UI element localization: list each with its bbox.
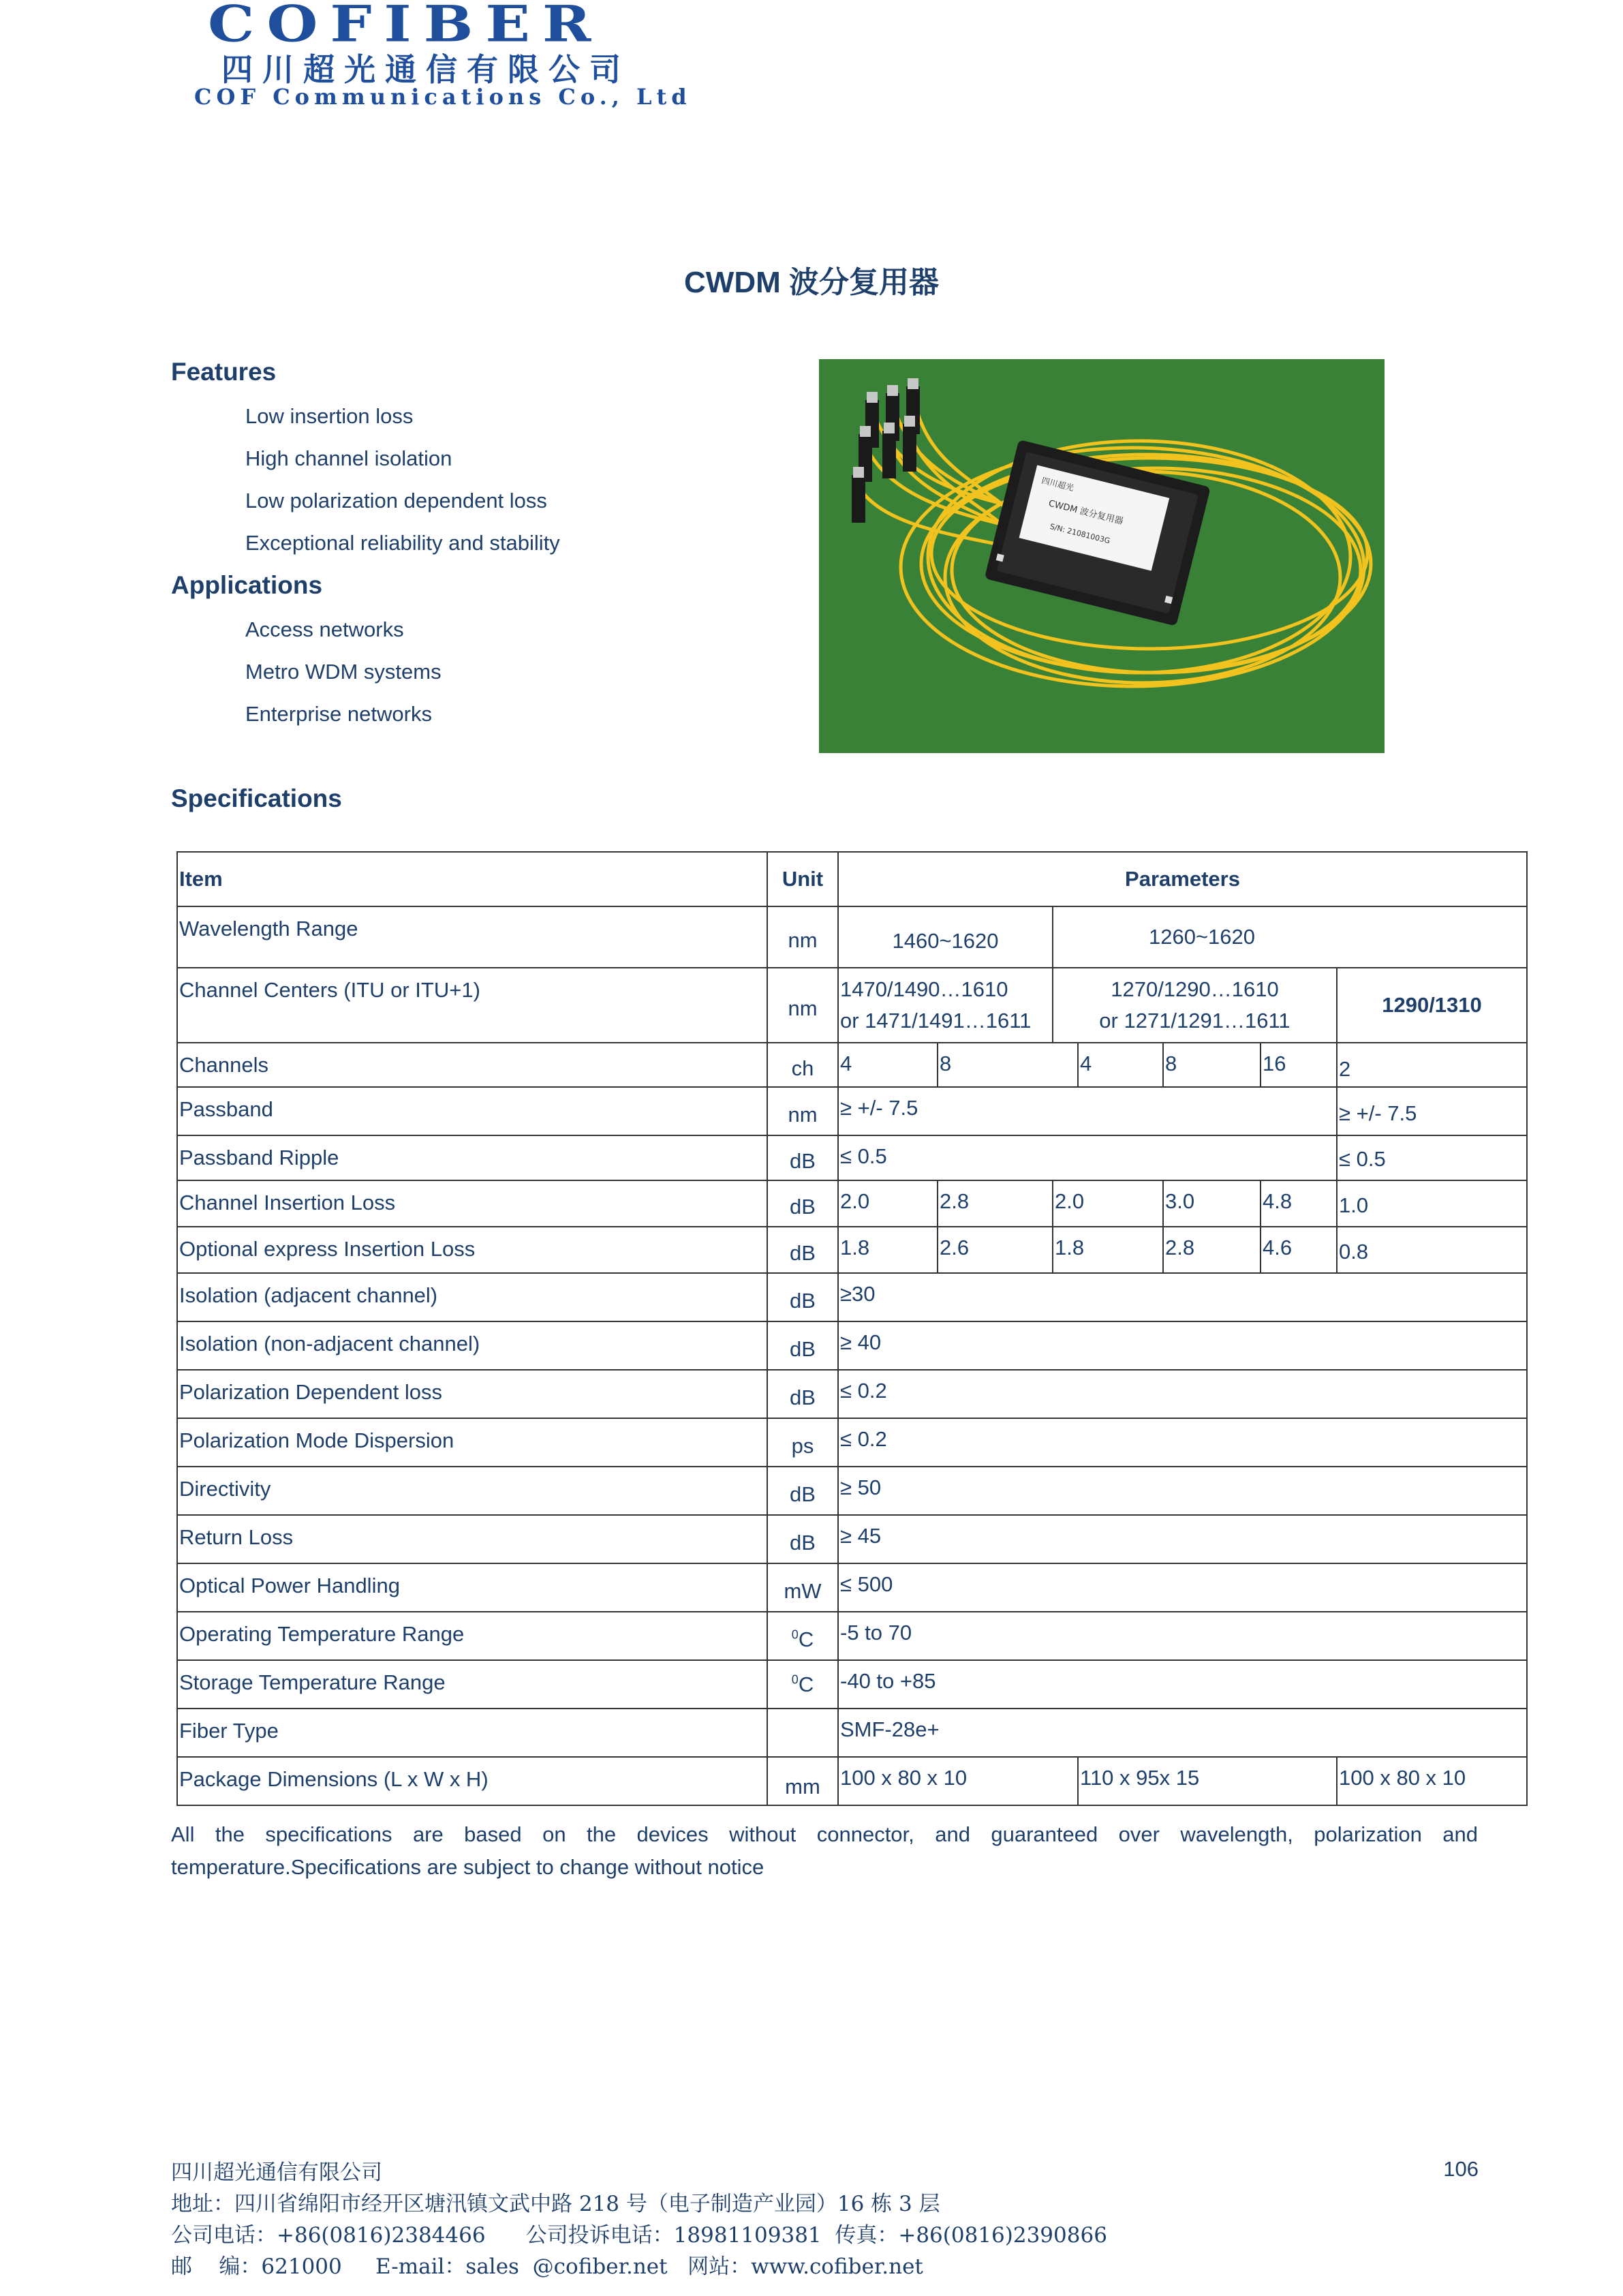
table-row [177,906,1527,968]
row-unit: dB [767,1467,838,1515]
row-item: Passband [177,1087,767,1135]
row-item: Optical Power Handling [177,1563,767,1612]
row-value: 100 x 80 x 10 [1337,1757,1527,1805]
logo-chinese-name: 四川超光通信有限公司 [221,51,630,88]
feature-item: Low insertion loss [245,404,414,428]
row-value: ≥ +/- 7.5 [1337,1087,1527,1135]
row-value: ≥ +/- 7.5 [838,1087,1337,1135]
photo-label-sn: S/N: 21081003G [1049,521,1111,546]
row-value: 1.8 [1053,1227,1163,1273]
row-unit: nm [767,1087,838,1135]
table-row [177,1321,1527,1370]
row-value: 1290/1310 [1337,968,1527,1043]
document-title: CWDM 波分复用器 [684,266,939,299]
row-item: Operating Temperature Range [177,1612,767,1660]
row-value: 8 [1163,1043,1261,1087]
row-value: 4 [1078,1043,1163,1087]
feature-item: Exceptional reliability and stability [245,531,560,555]
row-value: 16 [1261,1043,1337,1087]
row-item: Return Loss [177,1515,767,1563]
table-row [177,1563,1527,1612]
row-unit: dB [767,1321,838,1370]
row-value: 1.8 [838,1227,938,1273]
row-item: Channel Centers (ITU or ITU+1) [177,968,767,1043]
row-value: 3.0 [1163,1180,1261,1227]
page-number: 106 [1443,2157,1479,2181]
row-unit: ch [767,1043,838,1087]
row-item: Fiber Type [177,1709,767,1757]
table-row [177,968,1527,1043]
row-item: Directivity [177,1467,767,1515]
row-unit: nm [767,906,838,968]
table-row [177,1467,1527,1515]
row-item: Isolation (adjacent channel) [177,1273,767,1321]
row-unit: ps [767,1418,838,1467]
application-item: Access networks [245,617,404,641]
table-row [177,1180,1527,1227]
row-unit: mW [767,1563,838,1612]
photo-label-brand: 四川超光 [1040,475,1075,493]
footer-company: 四川超光通信有限公司 [171,2160,382,2185]
logo-wordmark: COFIBER [208,0,604,54]
header-parameters: Parameters [838,852,1527,906]
header-unit: Unit [767,852,838,906]
table-header-row [177,852,1527,906]
table-row [177,1043,1527,1087]
row-value: 110 x 95x 15 [1078,1757,1337,1805]
unit-text: C [798,1627,814,1651]
specifications-table [176,851,1528,1806]
row-item: Storage Temperature Range [177,1660,767,1709]
table-row [177,1273,1527,1321]
table-row [177,1515,1527,1563]
table-row [177,1370,1527,1418]
row-value: 1270/1290…1610 [1111,977,1279,1001]
row-value: ≤ 0.5 [838,1135,1337,1180]
row-value: or 1271/1291…1611 [1099,1009,1290,1032]
row-item: Optional express Insertion Loss [177,1227,767,1273]
row-unit: dB [767,1227,838,1273]
row-unit [767,1660,838,1709]
row-item: Isolation (non-adjacent channel) [177,1321,767,1370]
row-item: Package Dimensions (L x W x H) [177,1757,767,1805]
unit-superscript: 0 [791,1672,799,1687]
row-value: ≤ 0.2 [838,1370,1527,1418]
row-value: 0.8 [1337,1227,1527,1273]
row-value: ≤ 500 [838,1563,1527,1612]
row-value: 8 [938,1043,1078,1087]
row-unit: dB [767,1370,838,1418]
unit-text: C [798,1672,814,1696]
photo-label-product: CWDM 波分复用器 [1047,498,1124,527]
features-heading: Features [171,358,277,386]
table-row [177,1087,1527,1135]
row-item: Polarization Dependent loss [177,1370,767,1418]
row-value: 100 x 80 x 10 [838,1757,1078,1805]
product-photo [819,359,1385,753]
footer-address: 地址：四川省绵阳市经开区塘汛镇文武中路 218 号（电子制造产业园）16 栋 3 层 [171,2192,940,2216]
row-unit: dB [767,1135,838,1180]
row-value: SMF-28e+ [838,1709,1527,1757]
row-value: or 1471/1491…1611 [840,1009,1032,1032]
row-value: 2 [1337,1043,1527,1087]
row-value-group [1053,968,1337,1043]
table-row [177,1660,1527,1709]
table-row [177,1757,1527,1805]
header-item: Item [177,852,767,906]
row-value: ≤ 0.2 [838,1418,1527,1467]
table-row [177,1227,1527,1273]
application-item: Metro WDM systems [245,660,442,684]
company-logo [194,0,807,109]
row-unit: nm [767,968,838,1043]
footer-postal: 邮 编：621000 E-mail：sales @cofiber.net 网站：www.cofiber.net [171,2254,923,2279]
row-value: 1460~1620 [838,906,1053,968]
logo-english-name: COF Communications Co., Ltd [194,84,692,110]
row-item: Channels [177,1043,767,1087]
row-value: 4.6 [1261,1227,1337,1273]
row-unit: dB [767,1273,838,1321]
row-unit: dB [767,1180,838,1227]
row-value: 2.0 [838,1180,938,1227]
row-value: 4 [838,1043,938,1087]
row-unit [767,1612,838,1660]
specifications-heading: Specifications [171,784,342,812]
footer [171,2157,1500,2282]
row-item: Passband Ripple [177,1135,767,1180]
row-unit: dB [767,1515,838,1563]
row-item: Wavelength Range [177,906,767,968]
row-value: 2.0 [1053,1180,1163,1227]
row-value: ≥ 40 [838,1321,1527,1370]
feature-item: Low polarization dependent loss [245,489,547,512]
table-row [177,1612,1527,1660]
row-unit [767,1709,838,1757]
row-item: Channel Insertion Loss [177,1180,767,1227]
row-value: ≥30 [838,1273,1527,1321]
applications-heading: Applications [171,571,323,599]
row-value: ≥ 50 [838,1467,1527,1515]
row-value: 1260~1620 [1053,906,1527,968]
row-item: Polarization Mode Dispersion [177,1418,767,1467]
row-value: 2.8 [1163,1227,1261,1273]
table-row [177,1418,1527,1467]
footer-phone: 公司电话：+86(0816)2384466 公司投诉电话：18981109381 传真：+86(0816)2390866 [171,2223,1107,2248]
row-value: 1.0 [1337,1180,1527,1227]
row-value: 2.6 [938,1227,1053,1273]
row-value-group [838,968,1053,1043]
row-value: -40 to +85 [838,1660,1527,1709]
row-value: 2.8 [938,1180,1053,1227]
row-value: ≤ 0.5 [1337,1135,1527,1180]
specification-note: All the specifications are based on the devices without connector, and guaranteed over wavelength, polarization and temperature.Specifications are subject to change without notice [171,1822,1478,1879]
unit-superscript: 0 [791,1627,799,1642]
row-value: 4.8 [1261,1180,1337,1227]
row-value: -5 to 70 [838,1612,1527,1660]
row-value: 1470/1490…1610 [840,977,1008,1001]
feature-item: High channel isolation [245,446,452,470]
row-unit: mm [767,1757,838,1805]
row-value: ≥ 45 [838,1515,1527,1563]
table-row [177,1709,1527,1757]
application-item: Enterprise networks [245,702,432,726]
table-row [177,1135,1527,1180]
